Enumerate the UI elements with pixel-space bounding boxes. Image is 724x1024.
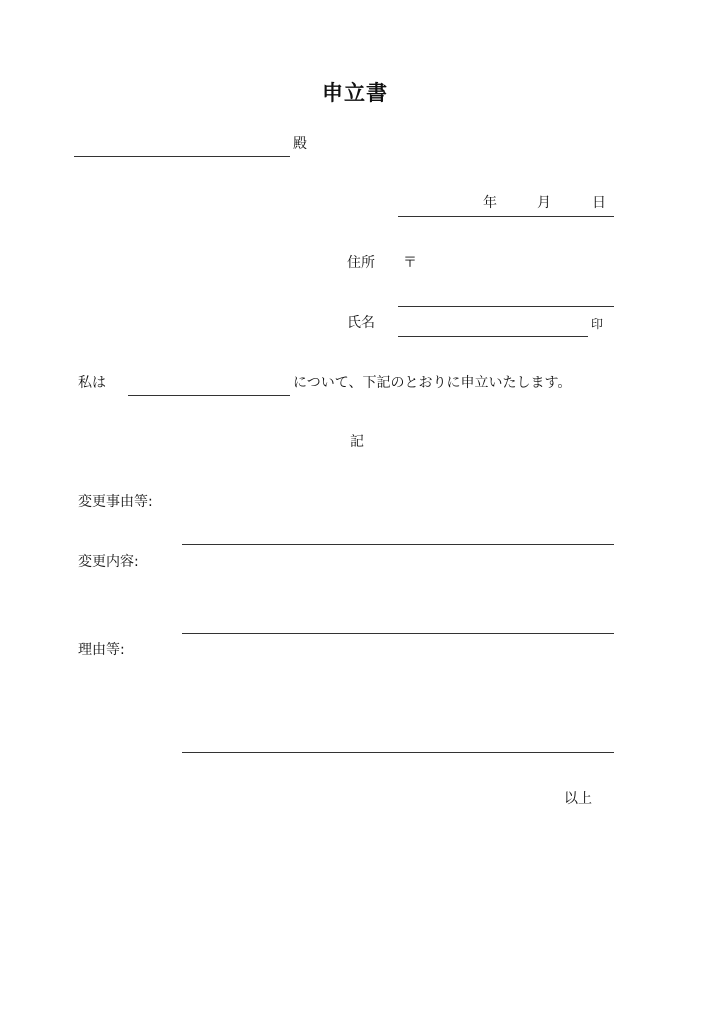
addressee-line[interactable]: [74, 156, 290, 157]
field-label-change-content: 変更内容:: [78, 554, 139, 570]
seal-mark: 印: [591, 317, 604, 331]
field-label-reason: 理由等:: [78, 642, 125, 658]
name-line[interactable]: [398, 336, 588, 337]
name-label: 氏名: [347, 315, 375, 331]
address-label: 住所: [347, 255, 375, 271]
change-content-line[interactable]: [182, 633, 614, 634]
statement-suffix: について、下記のとおりに申立いたします。: [293, 375, 572, 391]
field-label-change-reason: 変更事由等:: [78, 494, 153, 510]
statement-prefix: 私は: [78, 375, 106, 391]
ki-heading: 記: [350, 434, 364, 450]
closing-text: 以上: [564, 791, 592, 807]
addressee-suffix: 殿: [293, 136, 307, 152]
page-title: 申立書: [322, 81, 388, 105]
subject-line[interactable]: [128, 395, 290, 396]
change-reason-line[interactable]: [182, 544, 614, 545]
reason-line[interactable]: [182, 752, 614, 753]
date-month-label: 月: [537, 195, 551, 211]
date-day-label: 日: [592, 195, 606, 211]
date-year-label: 年: [483, 195, 497, 211]
address-line[interactable]: [398, 306, 614, 307]
postal-mark: 〒: [403, 255, 417, 271]
date-line[interactable]: [398, 216, 614, 217]
